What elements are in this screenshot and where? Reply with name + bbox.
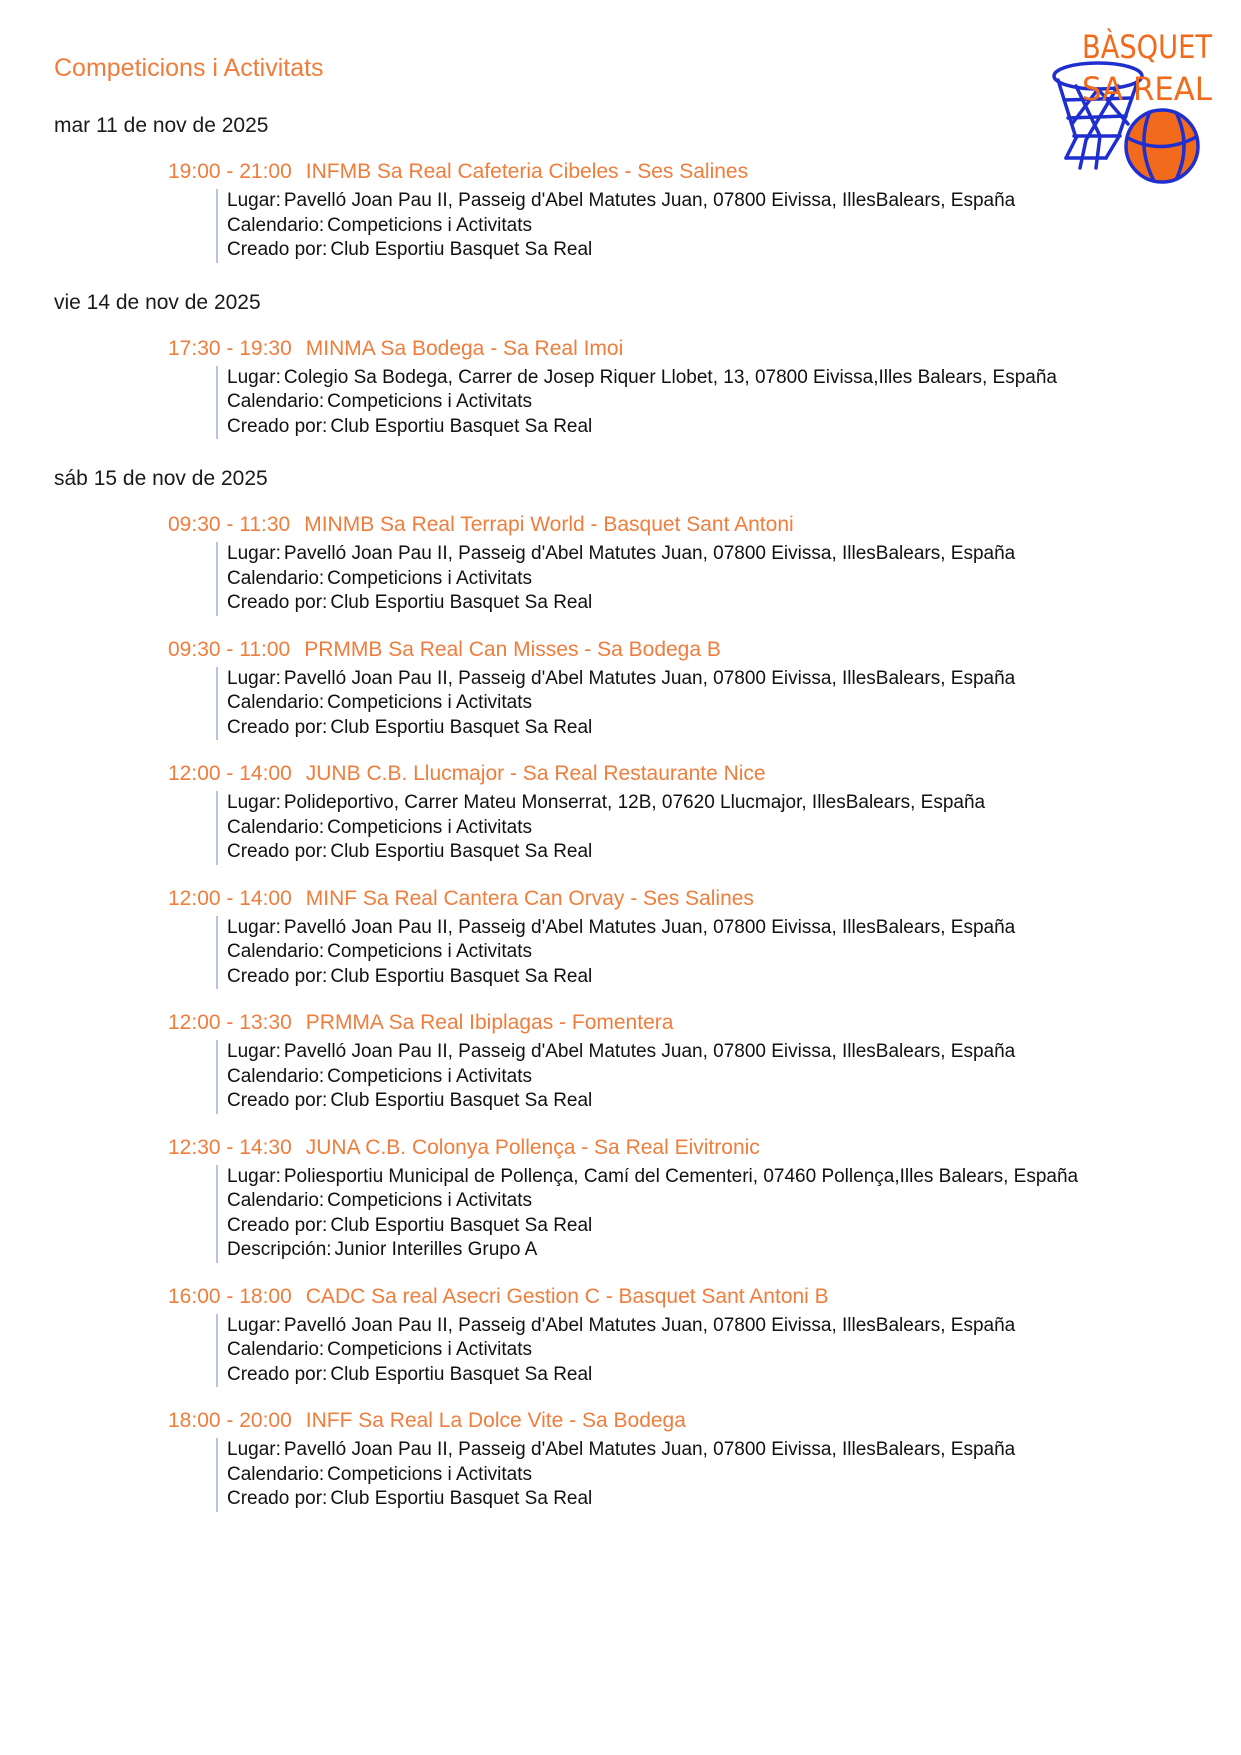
event-heading [168, 511, 1204, 539]
event-location-label: Lugar: [227, 1314, 281, 1336]
event-location-label: Lugar: [227, 916, 281, 938]
event-location-value: Pavelló Joan Pau II, Passeig d'Abel Matutes Juan, 07800 Eivissa, IllesBalears, España [283, 1439, 1016, 1460]
event-item [168, 1407, 1204, 1512]
event-location [227, 1165, 1204, 1190]
event-details [216, 1438, 1204, 1512]
event-title: MINF Sa Real Cantera Can Orvay - Ses Salines [305, 886, 754, 910]
event-location-value: Colegio Sa Bodega, Carrer de Josep Riquer Llobet, 13, 07800 Eivissa,Illes Balears, España [283, 366, 1058, 388]
event-calendar-value: Competicions i Activitats [327, 567, 533, 589]
event-location-label: Lugar: [227, 543, 281, 564]
event-item [168, 636, 1204, 741]
event-creator [227, 238, 1204, 263]
event-location-value: Pavelló Joan Pau II, Passeig d'Abel Matutes Juan, 07800 Eivissa, IllesBalears, España [283, 1314, 1016, 1336]
svg-text:BÀSQUET: BÀSQUET [1082, 28, 1213, 66]
event-location [227, 1314, 1204, 1339]
event-item [168, 1009, 1204, 1114]
event-title: MINMB Sa Real Terrapi World - Basquet Sant Antoni [304, 513, 794, 536]
event-heading [168, 1009, 1204, 1037]
event-location-value: Pavelló Joan Pau II, Passeig d'Abel Matutes Juan, 07800 Eivissa, IllesBalears, España [283, 543, 1016, 564]
event-details [216, 1040, 1204, 1114]
day-group [54, 289, 1204, 440]
event-creator-value: Club Esportiu Basquet Sa Real [330, 841, 593, 862]
event-item [168, 158, 1204, 263]
event-calendar [227, 691, 1204, 716]
event-location [227, 366, 1204, 391]
event-details [216, 1314, 1204, 1388]
event-calendar-value: Competicions i Activitats [327, 214, 533, 236]
event-location-label: Lugar: [227, 792, 281, 813]
event-title: JUNA C.B. Colonya Pollença - Sa Real Eivitronic [305, 1135, 760, 1159]
event-item [168, 335, 1204, 440]
event-calendar-value: Competicions i Activitats [327, 1339, 533, 1360]
event-title: CADC Sa real Asecri Gestion C - Basquet Sant Antoni B [305, 1284, 829, 1308]
day-group [54, 465, 1204, 1512]
day-date: mar 11 de nov de 2025 [54, 114, 269, 137]
event-calendar [227, 214, 1204, 239]
event-location-value: Polideportivo, Carrer Mateu Monserrat, 12B, 07620 Llucmajor, IllesBalears, España [283, 792, 986, 813]
event-creator [227, 716, 1204, 741]
event-location-label: Lugar: [227, 667, 281, 689]
event-creator [227, 591, 1204, 616]
page-title: Competicions i Activitats [54, 54, 324, 82]
event-time: 12:30 - 14:30 [168, 1135, 292, 1159]
event-calendar-value: Competicions i Activitats [327, 816, 533, 838]
event-creator [227, 1363, 1204, 1388]
event-location [227, 1040, 1204, 1065]
event-calendar-label: Calendario: [227, 816, 325, 838]
event-calendar-label: Calendario: [227, 1463, 325, 1485]
event-title: PRMMB Sa Real Can Misses - Sa Bodega B [304, 637, 721, 661]
event-calendar-label: Calendario: [227, 941, 325, 962]
event-time: 12:00 - 14:00 [168, 886, 292, 910]
event-calendar-label: Calendario: [227, 1190, 325, 1211]
event-calendar [227, 1189, 1204, 1214]
event-location [227, 791, 1204, 816]
event-location [227, 916, 1204, 941]
event-creator-value: Club Esportiu Basquet Sa Real [330, 1488, 593, 1509]
event-time: 12:00 - 14:00 [168, 762, 292, 785]
event-calendar [227, 940, 1204, 965]
event-item [168, 760, 1204, 865]
event-heading [168, 335, 1204, 363]
event-time: 18:00 - 20:00 [168, 1409, 292, 1432]
event-calendar [227, 390, 1204, 415]
event-calendar-value: Competicions i Activitats [327, 1065, 533, 1087]
event-calendar [227, 567, 1204, 592]
event-location [227, 1438, 1204, 1463]
event-details [216, 791, 1204, 865]
event-calendar [227, 1463, 1204, 1488]
event-heading [168, 636, 1204, 664]
event-details [216, 542, 1204, 616]
event-location-value: Poliesportiu Municipal de Pollença, Camí del Cementeri, 07460 Pollença,Illes Balears, España [283, 1165, 1079, 1187]
event-creator-value: Club Esportiu Basquet Sa Real [330, 1090, 593, 1111]
event-creator [227, 1214, 1204, 1239]
event-creator-label: Creado por: [227, 1090, 328, 1111]
event-description [227, 1238, 1204, 1263]
day-date: sáb 15 de nov de 2025 [54, 467, 268, 490]
event-item [168, 511, 1204, 616]
event-location-value: Pavelló Joan Pau II, Passeig d'Abel Matutes Juan, 07800 Eivissa, IllesBalears, España [283, 916, 1016, 938]
event-time: 16:00 - 18:00 [168, 1284, 292, 1308]
event-location [227, 667, 1204, 692]
event-heading [168, 760, 1204, 788]
event-calendar-value: Competicions i Activitats [327, 391, 533, 412]
agenda-list [54, 112, 1204, 1538]
event-calendar-label: Calendario: [227, 391, 325, 412]
event-time: 19:00 - 21:00 [168, 160, 292, 183]
event-location [227, 542, 1204, 567]
event-time: 09:30 - 11:30 [168, 513, 291, 536]
event-calendar-value: Competicions i Activitats [327, 1463, 533, 1485]
event-time: 09:30 - 11:00 [168, 637, 291, 661]
event-calendar-label: Calendario: [227, 692, 325, 713]
event-creator-value: Club Esportiu Basquet Sa Real [330, 415, 593, 437]
event-title: INFMB Sa Real Cafeteria Cibeles - Ses Salines [305, 160, 749, 183]
event-creator-label: Creado por: [227, 965, 328, 987]
event-location-label: Lugar: [227, 1165, 281, 1187]
event-creator [227, 1487, 1204, 1512]
event-calendar-value: Competicions i Activitats [327, 941, 533, 962]
event-creator [227, 840, 1204, 865]
event-creator-label: Creado por: [227, 1488, 328, 1509]
event-creator-value: Club Esportiu Basquet Sa Real [330, 239, 593, 260]
event-creator-label: Creado por: [227, 415, 328, 437]
svg-text:SA REAL: SA REAL [1082, 70, 1213, 108]
event-creator-label: Creado por: [227, 1363, 328, 1385]
event-location-value: Pavelló Joan Pau II, Passeig d'Abel Matutes Juan, 07800 Eivissa, IllesBalears, España [283, 1041, 1016, 1062]
event-creator-value: Club Esportiu Basquet Sa Real [330, 1363, 593, 1385]
event-creator [227, 415, 1204, 440]
event-calendar [227, 816, 1204, 841]
event-heading [168, 158, 1204, 186]
event-calendar-label: Calendario: [227, 1065, 325, 1087]
event-calendar-value: Competicions i Activitats [327, 692, 533, 713]
event-creator-label: Creado por: [227, 239, 328, 260]
event-heading [168, 1407, 1204, 1435]
event-creator-label: Creado por: [227, 592, 328, 613]
event-creator [227, 965, 1204, 990]
event-calendar [227, 1338, 1204, 1363]
event-title: MINMA Sa Bodega - Sa Real Imoi [305, 336, 624, 360]
event-calendar-value: Competicions i Activitats [327, 1190, 533, 1211]
event-location-label: Lugar: [227, 190, 281, 211]
event-title: INFF Sa Real La Dolce Vite - Sa Bodega [305, 1409, 686, 1432]
event-title: PRMMA Sa Real Ibiplagas - Fomentera [305, 1011, 674, 1034]
event-heading [168, 885, 1204, 913]
event-location-label: Lugar: [227, 1439, 281, 1460]
event-calendar-label: Calendario: [227, 567, 325, 589]
event-creator-value: Club Esportiu Basquet Sa Real [330, 592, 593, 613]
event-item [168, 885, 1204, 990]
event-item [168, 1283, 1204, 1388]
event-calendar-label: Calendario: [227, 1339, 325, 1360]
event-calendar [227, 1065, 1204, 1090]
event-description-label: Descripción: [227, 1239, 332, 1260]
event-time: 17:30 - 19:30 [168, 336, 292, 360]
event-details [216, 366, 1204, 440]
event-title: JUNB C.B. Llucmajor - Sa Real Restaurante Nice [305, 762, 766, 785]
event-time: 12:00 - 13:30 [168, 1011, 292, 1034]
event-details [216, 1165, 1204, 1263]
event-creator [227, 1089, 1204, 1114]
event-creator-value: Club Esportiu Basquet Sa Real [330, 716, 593, 738]
event-creator-label: Creado por: [227, 716, 328, 738]
event-heading [168, 1283, 1204, 1311]
event-description-value: Junior Interilles Grupo A [334, 1239, 538, 1260]
day-group [54, 112, 1204, 263]
event-location-label: Lugar: [227, 1041, 281, 1062]
event-creator-label: Creado por: [227, 841, 328, 862]
event-creator-label: Creado por: [227, 1214, 328, 1236]
day-date: vie 14 de nov de 2025 [54, 290, 261, 314]
event-location-value: Pavelló Joan Pau II, Passeig d'Abel Matutes Juan, 07800 Eivissa, IllesBalears, España [283, 190, 1016, 211]
event-item [168, 1134, 1204, 1263]
event-details [216, 667, 1204, 741]
event-calendar-label: Calendario: [227, 214, 325, 236]
event-details [216, 189, 1204, 263]
event-location [227, 189, 1204, 214]
event-location-label: Lugar: [227, 366, 281, 388]
event-details [216, 916, 1204, 990]
event-creator-value: Club Esportiu Basquet Sa Real [330, 1214, 593, 1236]
event-location-value: Pavelló Joan Pau II, Passeig d'Abel Matutes Juan, 07800 Eivissa, IllesBalears, España [283, 667, 1016, 689]
event-heading [168, 1134, 1204, 1162]
event-creator-value: Club Esportiu Basquet Sa Real [330, 965, 593, 987]
